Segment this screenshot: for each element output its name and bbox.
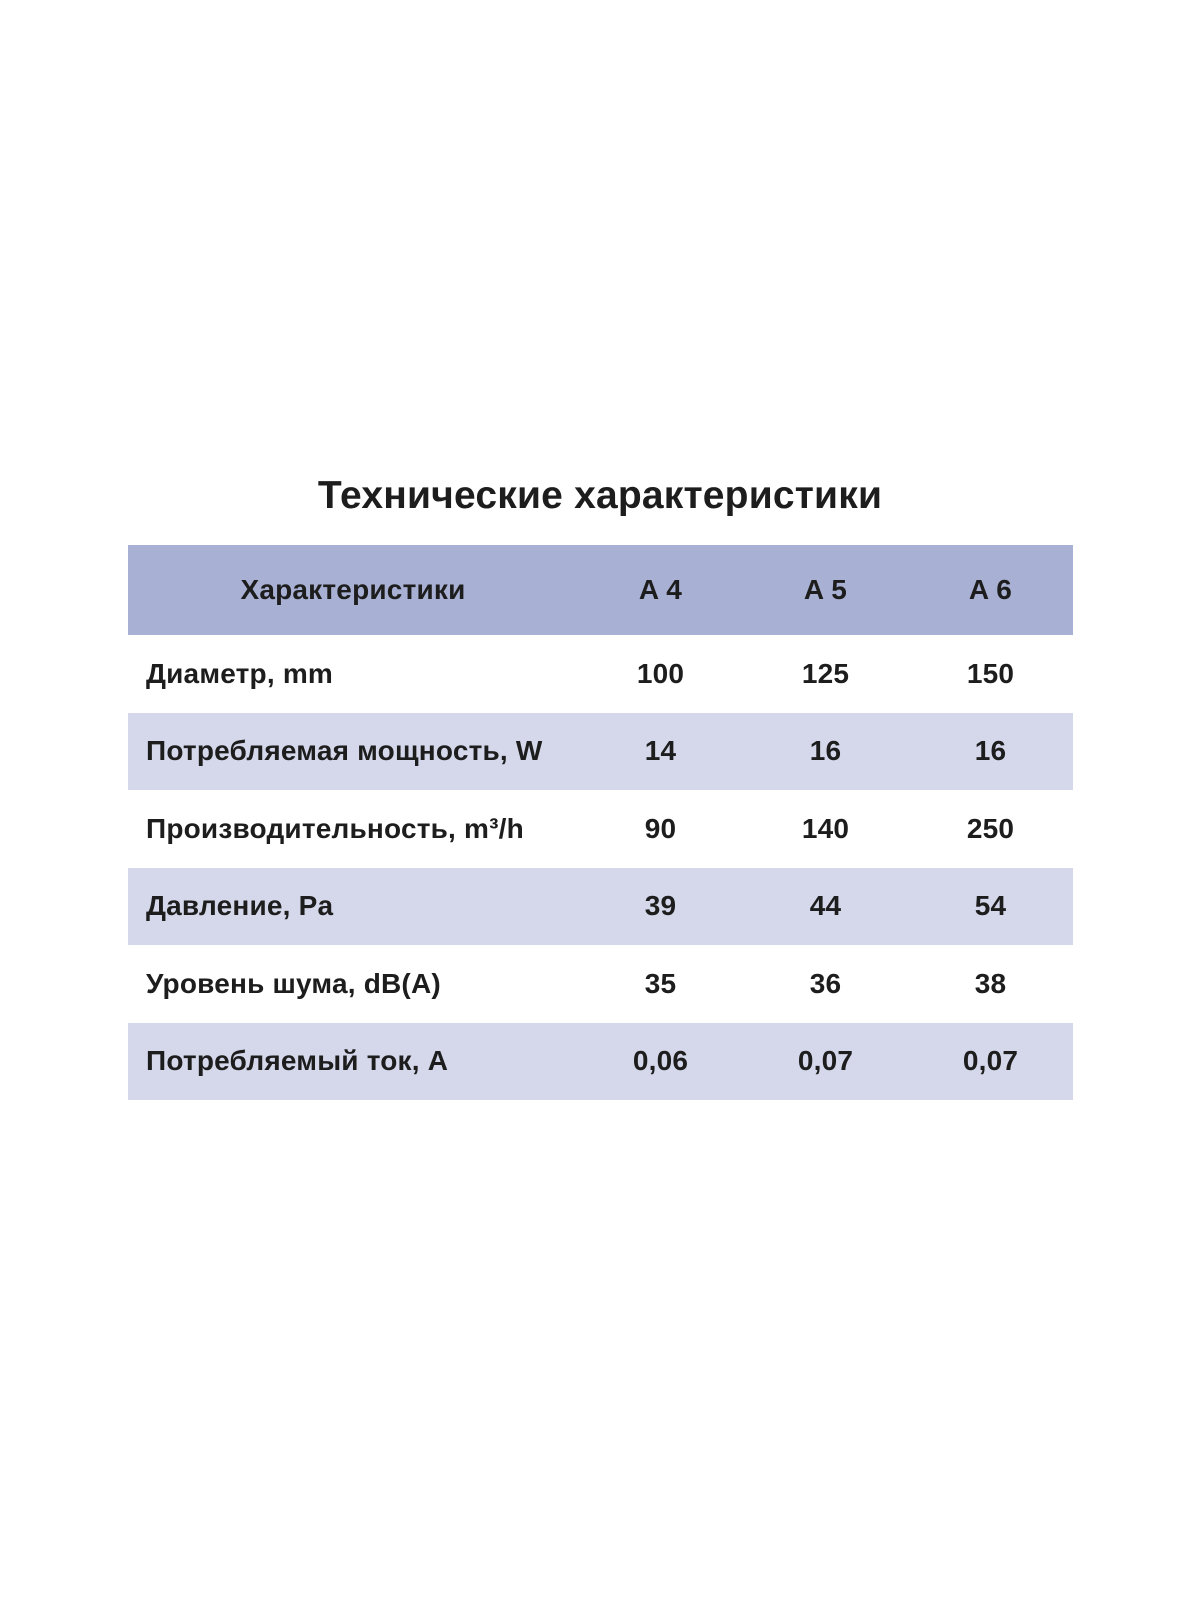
row-label: Диаметр, mm: [146, 657, 334, 689]
table-header-col-a5: A 5: [803, 574, 848, 605]
row-value: 54: [974, 890, 1007, 922]
row-value: 100: [636, 657, 685, 689]
row-label: Потребляемый ток, A: [146, 1045, 449, 1077]
row-label: Производительность, m³/h: [146, 812, 524, 844]
row-value: 44: [809, 890, 842, 922]
table-row-capacity: [128, 790, 1073, 868]
table-row-current: [128, 1023, 1073, 1101]
page-title: Технические характеристики: [317, 474, 883, 517]
row-value: 39: [644, 890, 677, 922]
table-header-label: Характеристики: [240, 574, 466, 605]
row-value: 38: [974, 967, 1007, 999]
row-value: 0,06: [632, 1045, 689, 1077]
table-row-diameter: [128, 635, 1073, 713]
row-value: 0,07: [962, 1045, 1019, 1077]
row-label: Потребляемая мощность, W: [146, 735, 543, 767]
row-value: 35: [644, 967, 677, 999]
table-header-row: [128, 545, 1073, 635]
row-value: 0,07: [797, 1045, 854, 1077]
row-value: 16: [974, 735, 1007, 767]
row-value: 14: [644, 735, 677, 767]
row-value: 90: [644, 812, 677, 844]
table-row-pressure: [128, 868, 1073, 946]
row-label: Уровень шума, dB(A): [146, 967, 441, 999]
row-value: 16: [809, 735, 842, 767]
spec-table: [128, 545, 1073, 1100]
row-value: 250: [966, 812, 1015, 844]
table-header-col-a6: A 6: [968, 574, 1013, 605]
row-value: 140: [801, 812, 850, 844]
table-row-noise: [128, 945, 1073, 1023]
row-value: 125: [801, 657, 850, 689]
table-header-col-a4: A 4: [638, 574, 683, 605]
row-value: 150: [966, 657, 1015, 689]
table-row-power: [128, 713, 1073, 791]
row-value: 36: [809, 967, 842, 999]
row-label: Давление, Pa: [146, 890, 334, 922]
